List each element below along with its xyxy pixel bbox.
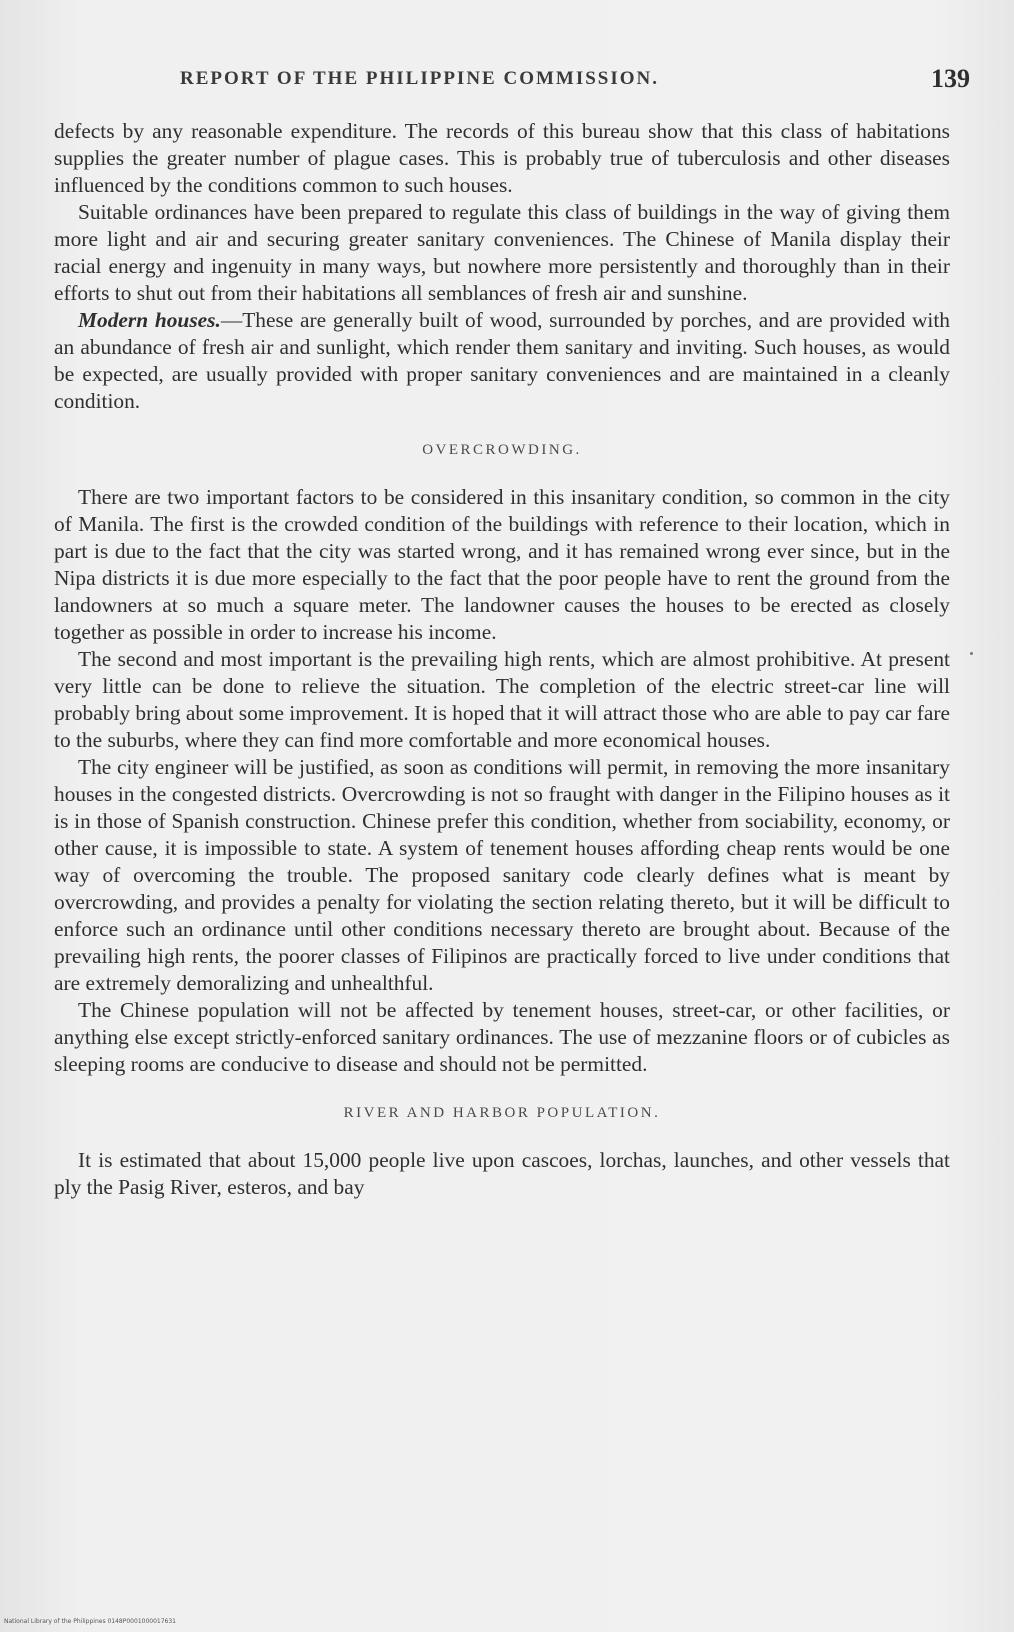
scan-footer: National Library of the Philippines 0148P0001000017631 <box>4 1618 176 1625</box>
paragraph-5: The second and most important is the prevailing high rents, which are almost prohibitive. At present very little can be done to relieve the situation. The completion of the electric street-car line will probably bring about some improvement. It is hoped that it will attract those who are able to pay car fare to the suburbs, where they can find more comfortable and more economical houses. <box>54 647 950 752</box>
paragraph-7: The Chinese population will not be affected by tenement houses, street-car, or other facilities, or anything else except strictly-enforced sanitary ordinances. The use of mezzanine floors or of cubicles as sleeping rooms are conducive to disease and should not be permitted. <box>54 998 950 1076</box>
running-title: REPORT OF THE PHILIPPINE COMMISSION. <box>180 68 660 89</box>
section-heading-overcrowding: OVERCROWDING. <box>422 442 582 458</box>
paragraph-3-lead: Modern houses. <box>78 308 221 332</box>
paragraph-4: There are two important factors to be considered in this insanitary condition, so common in the city of Manila. The first is the crowded condition of the buildings with reference to their location, which in part is due to the fact that the city was started wrong, and it has remained wrong ever since, but in the Nipa districts it is due more especially to the fact that the poor people have to rent the ground from the landowners at so much a square meter. The landowner causes the houses to be erected as closely together as possible in order to increase his income. <box>54 485 950 644</box>
paragraph-1: defects by any reasonable expenditure. The records of this bureau show that this class of habitations supplies the greater number of plague cases. This is probably true of tuberculosis and other diseases influenced by the conditions common to such houses. <box>54 119 950 197</box>
paragraph-8: It is estimated that about 15,000 people live upon cascoes, lorchas, launches, and other vessels that ply the Pasig River, esteros, and bay <box>54 1148 950 1199</box>
margin-speck <box>970 652 973 655</box>
paragraph-2: Suitable ordinances have been prepared to regulate this class of buildings in the way of giving them more light and air and securing greater sanitary conveniences. The Chinese of Manila display their racial energy and ingenuity in many ways, but nowhere more persistently and thoroughly than in their efforts to shut out from their habitations all semblances of fresh air and sunshine. <box>54 200 950 305</box>
body-text <box>54 118 950 1201</box>
paragraph-6: The city engineer will be justified, as soon as conditions will permit, in removing the more insanitary houses in the congested districts. Overcrowding is not so fraught with danger in the Filipino houses as it is in those of Spanish construction. Chinese prefer this condition, whether from sociability, economy, or other cause, it is impossible to state. A system of tenement houses affording cheap rents would be one way of overcoming the trouble. The proposed sanitary code clearly defines what is meant by overcrowding, and provides a penalty for violating the section relating thereto, but it will be difficult to enforce such an ordinance until other conditions necessary thereto are brought about. Because of the prevailing high rents, the poorer classes of Filipinos are practically forced to live under conditions that are extremely demoralizing and unhealthful. <box>54 755 950 995</box>
page-header <box>180 64 970 98</box>
page-number: 139 <box>931 64 970 93</box>
paragraph-3-text: —These are generally built of wood, surrounded by porches, and are provided with an abundance of fresh air and sunlight, which render them sanitary and inviting. Such houses, as would be expected, are usually provided with proper sanitary conveniences and are maintained in a cleanly condition. <box>54 308 951 413</box>
paragraph-3 <box>54 307 950 415</box>
section-heading-river-harbor: RIVER AND HARBOR POPULATION. <box>343 1105 661 1121</box>
